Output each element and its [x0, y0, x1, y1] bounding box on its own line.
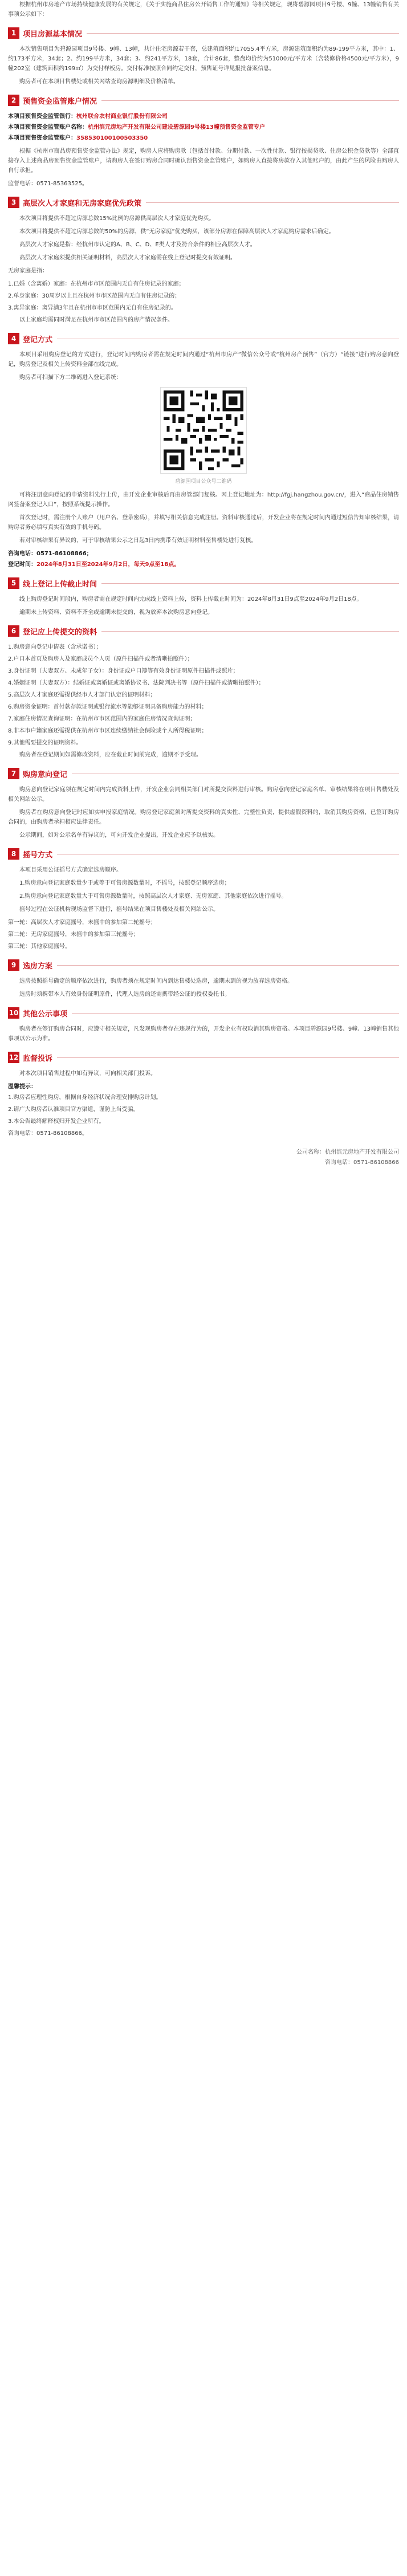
section-7-header — [8, 767, 399, 780]
s3-paragraph: 本次项目将提供不超过房源总数15%比例的房源供高层次人才家庭优先购买。 — [19, 215, 215, 222]
s7-paragraph: 购房意向登记家庭须在规定时间内完成资料上传，开发企业会同相关部门对所提交资料进行审核。购房意向登记家庭名单、审核结果将在项目售楼处及相关网站公示。 — [8, 787, 399, 803]
list-item: 7.家庭住房情况查询证明：在杭州市市区范围内的家庭住房情况查询证明； — [8, 716, 196, 722]
account-name: 杭州滨元房地产开发有限公司建设碧源园9号楼13幢预售资金监管专户 — [88, 124, 265, 131]
section-divider — [57, 965, 399, 966]
section-6-header — [8, 624, 399, 638]
section-number: 10 — [8, 1007, 19, 1019]
note-label: 温馨提示： — [8, 1084, 36, 1090]
list-item: 1.购房意向登记申请表（含承诺书）； — [8, 644, 102, 650]
footer — [0, 1142, 407, 1179]
section-divider — [101, 583, 399, 584]
section-divider — [72, 1013, 399, 1014]
list-item: 3.离异家庭：离异满3年且在杭州市市区范围内无自有住房记录的。 — [8, 305, 177, 311]
s4-phone-line — [8, 549, 399, 559]
phone-label: 咨询电话： — [8, 551, 36, 557]
s8-paragraph: 1.购房意向登记家庭数量少于或等于可售房源数量时，不摇号，按照登记顺序选房； — [19, 880, 230, 886]
list-item: 6.购房资金证明：首付款存款证明或银行流水等能够证明具备购房能力的材料； — [8, 704, 207, 710]
list-item: 3.本公告最终解释权归开发企业所有。 — [8, 1118, 105, 1125]
section-1-header — [8, 26, 399, 40]
section-number: 1 — [8, 27, 19, 39]
s10-paragraph: 购房者在签订购房合同时，应遵守相关规定，凡发现购房者存在违规行为的，开发企业有权取消其购房资格。本项目碧源园9号楼、9幢、13幢销售其他事项以公示为准。 — [8, 1026, 399, 1042]
s7-paragraph: 购房者在购房意向登记时应如实申报家庭情况。购房登记家庭须对所提交资料的真实性、完整性负责，提供虚假资料的，取消其购房资格，已签订购房合同的，由购房者承担相应法律责任。 — [8, 809, 399, 825]
section-divider — [57, 1057, 399, 1058]
s4-time-line — [8, 560, 399, 569]
s9-paragraph: 选房按照摇号确定的顺序依次进行，购房者须在规定时间内到达售楼处选房，逾期未到的视为放弃选房资格。 — [19, 978, 293, 984]
s4-paragraph: 若对审核结果有异议的，可于审核结果公示之日起3日内携带有效证明材料至售楼处进行复核。 — [19, 538, 257, 544]
section-number: 3 — [8, 197, 19, 208]
section-title: 监督投诉 — [23, 1054, 53, 1063]
s8-paragraph: 本项目采用公证摇号方式确定选房顺序。 — [19, 867, 122, 873]
section-5-header — [8, 576, 399, 590]
footer-phone-line — [8, 1158, 399, 1168]
section-title: 其他公示事项 — [23, 1010, 68, 1019]
s4-paragraph: 购房者可扫描下方二维码进入登记系统： — [19, 375, 122, 381]
s5-paragraph: 逾期未上传资料、资料不齐全或逾期未提交的，视为放弃本次购房意向登记。 — [19, 609, 213, 616]
bank-line — [8, 112, 399, 121]
intro-paragraph: 根据杭州市房地产市场持续健康发展的有关规定，《关于实施商品住房公开销售工作的通知》等相关规定，现将碧源园项目9号楼、9幢、13幢销售有关事项公示如下： — [8, 2, 399, 18]
qr-code-icon — [161, 388, 246, 473]
s8-paragraph: 摇号过程在公证机构现场监督下进行，摇号结果在项目售楼处及相关网站公示。 — [19, 906, 219, 913]
s1-paragraph: 本次销售项目为碧源园项目9号楼、9幢、13幢，共计住宅房源若干套，总建筑面积约17055.4平方米，房源建筑面积约为89-199平方米，其中：1、约173平方米，34套；2、约199平方米，34套；3、约241平方米，18套，合计86套，整盘均价约为51000元/平方米（含装修价格4500元/平方米），9幢202室（建筑面积约199㎡）为交付样板房。交付标准按照合同约定交付，预售证号详见报批备案信息。 — [8, 46, 399, 72]
section-number: 7 — [8, 768, 19, 779]
list-item: 8.非本市户籍家庭还需提供在杭州市市区连续缴纳社会保险或个人所得税证明； — [8, 728, 207, 734]
s3-paragraph: 高层次人才家庭须提供相关证明材料，高层次人才家庭需在线上登记时提交有效证明。 — [19, 255, 236, 261]
section-12-header — [8, 1051, 399, 1064]
footer-phone-label: 咨询电话： — [325, 1159, 354, 1166]
section-10-header — [8, 1006, 399, 1020]
footer-company-label: 公司名称： — [296, 1149, 325, 1155]
qr-code-image[interactable] — [160, 387, 247, 474]
section-3-header — [8, 196, 399, 209]
section-title: 高层次人才家庭和无房家庭优先政策 — [23, 199, 142, 208]
section-number: 12 — [8, 1052, 19, 1063]
list-item: 第二轮：无房家庭摇号，未摇中的参加第三轮摇号； — [8, 931, 139, 938]
section-divider — [101, 100, 399, 101]
section-title: 项目房源基本情况 — [23, 30, 83, 39]
list-item: 4.婚姻证明（夫妻双方）：结婚证或离婚证或离婚协议书、法院判决书等（原件扫描件或清晰拍照件）； — [8, 680, 264, 686]
s4-paragraph: 本项目采用购房登记的方式进行，登记时间内购房者需在规定时间内通过“杭州市房产”微信公众号或“杭州房产预售”（官方）“链接”进行购房意向登记，购房登记及相关上传资料全部在线完成。 — [8, 352, 399, 368]
bank-label: 本项目预售资金监管银行： — [8, 113, 76, 120]
s4-paragraph: 首次登记时，需注册个人账户（用户名、登录密码），并填写相关信息完成注册。资料审核通过后，开发企业将在规定时间内通过短信告知审核结果，请购房者务必填写真实有效的手机号码。 — [8, 515, 399, 531]
section-number: 2 — [8, 95, 19, 106]
s8-paragraph: 2.购房意向登记家庭数量大于可售房源数量时，按照高层次人才家庭、无房家庭、其他家庭依次进行摇号。 — [19, 893, 287, 900]
section-title: 选房方案 — [23, 962, 53, 971]
account-name-line — [8, 123, 399, 132]
s4-paragraph: 可将注册意向登记的申请资料先行上传，由开发企业审核后再由房管部门复核。网上登记地址为：http://fgj.hangzhou.gov.cn/，进入“商品住房销售网签备案登记入口”，按照系统提示操作。 — [8, 492, 399, 508]
s5-paragraph: 线上购房登记时间段内，购房者需在规定时间内完成线上资料上传，资料上传截止时间为：2024年8月31日9点至2024年9月2日18点。 — [19, 596, 363, 603]
qr-caption: 碧源园项目公众号二维码 — [175, 479, 232, 485]
account-number-line — [8, 133, 399, 143]
section-9-header — [8, 958, 399, 972]
section-divider — [101, 631, 399, 632]
account-number: 358530100100503350 — [76, 135, 148, 141]
section-number: 9 — [8, 959, 19, 971]
section-number: 5 — [8, 577, 19, 589]
account-name-label: 本项目预售资金监管账户名称： — [8, 124, 88, 131]
section-number: 4 — [8, 333, 19, 344]
s1-paragraph: 购房者可在本项目售楼处或相关网站查询房源明细及价格清单。 — [19, 79, 179, 85]
section-title: 线上登记上传截止时间 — [23, 580, 97, 589]
s6-paragraph: 购房者在登记期间如需修改资料，应在截止时间前完成，逾期不予受理。 — [19, 752, 202, 758]
section-title: 预售资金监管账户情况 — [23, 97, 97, 106]
s7-paragraph: 公示期间，如对公示名单有异议的，可向开发企业提出，开发企业应予以核实。 — [19, 832, 219, 839]
account-number-label: 本项目预售资金监管账户： — [8, 135, 76, 141]
registration-time: 2024年8月31日至2024年9月2日，每天9点至18点。 — [36, 561, 180, 568]
s3-paragraph: 以上家庭均需同时满足在杭州市市区范围内的房产情况条件。 — [19, 317, 173, 323]
section-title: 购房意向登记 — [23, 770, 68, 779]
list-item: 1.购房者应理性购房，根据自身经济状况合理安排购房计划。 — [8, 1094, 162, 1101]
s2-phone: 监督电话：0571-85363525。 — [8, 181, 88, 187]
s3-paragraph: 无房家庭是指： — [8, 268, 48, 274]
qr-code-block — [8, 387, 399, 485]
list-item: 2.单身家庭：30周岁以上且在杭州市市区范围内无自有住房记录的； — [8, 293, 181, 299]
s12-paragraph: 对本次项目销售过程中如有异议，可向相关部门投诉。 — [19, 1071, 156, 1077]
section-divider — [87, 33, 399, 34]
section-divider — [146, 202, 399, 203]
section-title: 摇号方式 — [23, 850, 53, 860]
article-content — [0, 0, 407, 1138]
list-item: 第一轮：高层次人才家庭摇号，未摇中的参加第二轮摇号； — [8, 919, 156, 926]
footer-company-line — [8, 1147, 399, 1158]
list-item: 9.其他需要提交的证明资料。 — [8, 740, 82, 746]
s3-paragraph: 本次项目将提供不超过房源总数的50%的房源，供“无房家庭”优先购买，该部分房源在保障高层次人才家庭购房需求后确定。 — [19, 229, 335, 235]
time-label: 登记时间： — [8, 561, 36, 568]
section-number: 6 — [8, 625, 19, 637]
s9-paragraph: 选房时须携带本人有效身份证明原件，代理人选房的还需携带经公证的授权委托书。 — [19, 991, 230, 998]
list-item: 2.请广大购房者认准项目官方渠道，谨防上当受骗。 — [8, 1106, 139, 1113]
list-item: 2.户口本首页及购房人及家庭成员个人页（原件扫描件或者清晰拍照件）； — [8, 656, 193, 662]
list-item: 第三轮：其他家庭摇号。 — [8, 943, 71, 950]
section-title: 登记方式 — [23, 335, 53, 344]
section-4-header — [8, 332, 399, 345]
list-item: 3.身份证明（夫妻双方、未成年子女）：身份证或户口簿等有效身份证明原件扫描件或照片； — [8, 668, 239, 674]
bank-name: 杭州联合农村商业银行股份有限公司 — [76, 113, 168, 120]
section-number: 8 — [8, 848, 19, 860]
s2-paragraph: 根据《杭州市商品房预售资金监管办法》规定，购房人应将购房款（包括首付款、分期付款、一次性付款、银行按揭贷款、住房公积金贷款等）全部直接存入上述商品房预售资金监管账户，请购房人在签订购房合同时确认预售资金监管账户，如购房人直接将房款存入其他账户的，由此产生的风险由购房人自行承担。 — [8, 148, 399, 174]
section-8-header — [8, 847, 399, 861]
announcement-page — [0, 0, 407, 1179]
phone-number[interactable]: 0571-86108866； — [36, 551, 92, 557]
footer-company: 杭州滨元房地产开发有限公司 — [325, 1149, 399, 1155]
s3-paragraph: 高层次人才家庭是指：经杭州市认定的A、B、C、D、E类人才及符合条件的相应高层次人才。 — [19, 242, 256, 248]
section-title: 登记应上传提交的资料 — [23, 628, 97, 637]
s12-phone: 咨询电话：0571-86108866。 — [8, 1130, 88, 1137]
list-item: 5.高层次人才家庭还需提供经市人才部门认定的证明材料； — [8, 692, 156, 698]
section-2-header — [8, 93, 399, 107]
list-item: 1.已婚（含离婚）家庭：在杭州市市区范围内无自有住房记录的家庭； — [8, 281, 185, 287]
footer-phone[interactable]: 0571-86108866 — [353, 1159, 399, 1166]
